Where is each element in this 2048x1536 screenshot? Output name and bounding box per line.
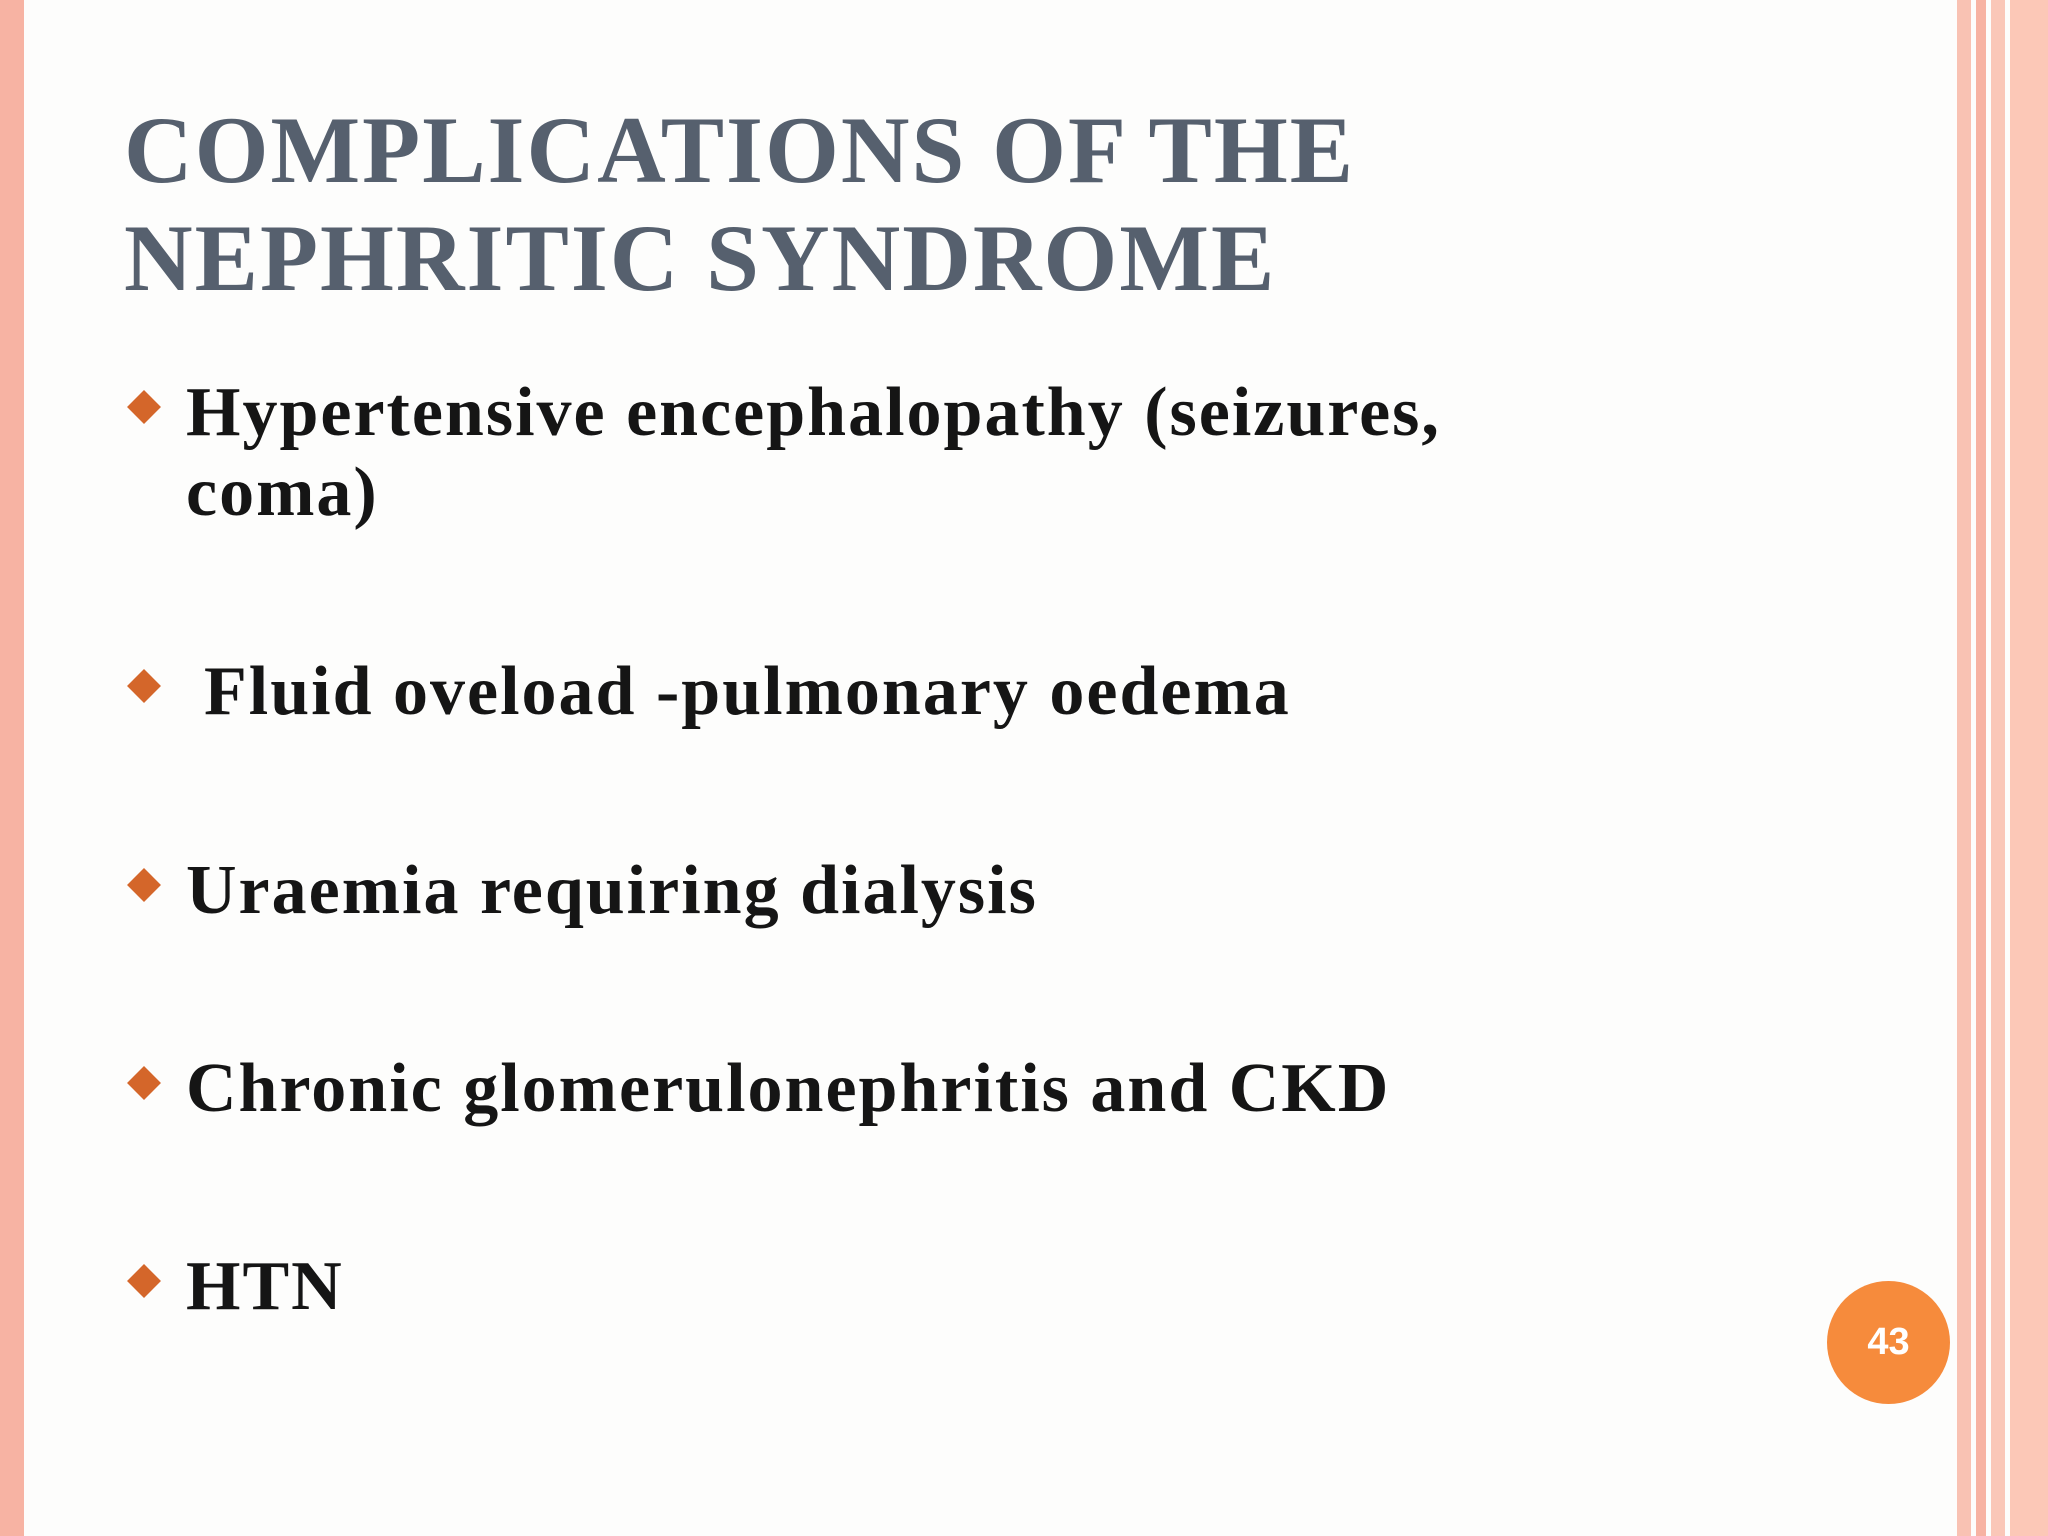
right-border-stripe bbox=[1957, 0, 1971, 1536]
right-border-stripe bbox=[2010, 0, 2048, 1536]
bullet-text bbox=[186, 1049, 1390, 1129]
page-number-badge: 43 bbox=[1827, 1281, 1950, 1404]
slide-title-line: NEPHRITIC SYNDROME bbox=[124, 205, 1277, 311]
bullet-text-line: Hypertensive encephalopathy (seizures, bbox=[186, 374, 1441, 451]
slide-title-line: COMPLICATIONS OF THE bbox=[124, 97, 1356, 203]
bullet-text-line: Chronic glomerulonephritis and CKD bbox=[186, 1050, 1391, 1127]
diamond-bullet-icon bbox=[127, 669, 161, 703]
bullet-text bbox=[204, 652, 1291, 732]
bullet-text-line: coma) bbox=[186, 454, 379, 531]
bullet-text-line: HTN bbox=[186, 1248, 344, 1325]
bullet-text bbox=[186, 851, 1038, 931]
diamond-bullet-icon bbox=[127, 390, 161, 424]
diamond-bullet-icon bbox=[127, 1066, 161, 1100]
right-border-stripe bbox=[1991, 0, 2005, 1536]
bullet-text-line: Fluid oveload -pulmonary oedema bbox=[204, 653, 1291, 730]
left-border-stripe bbox=[0, 0, 24, 1536]
bullet-text bbox=[186, 1247, 344, 1327]
diamond-bullet-icon bbox=[127, 868, 161, 902]
diamond-bullet-icon bbox=[127, 1264, 161, 1298]
slide-title bbox=[124, 96, 1884, 312]
right-border-stripe bbox=[1976, 0, 1986, 1536]
bullet-text-line: Uraemia requiring dialysis bbox=[186, 852, 1038, 929]
bullet-text bbox=[186, 373, 1441, 533]
